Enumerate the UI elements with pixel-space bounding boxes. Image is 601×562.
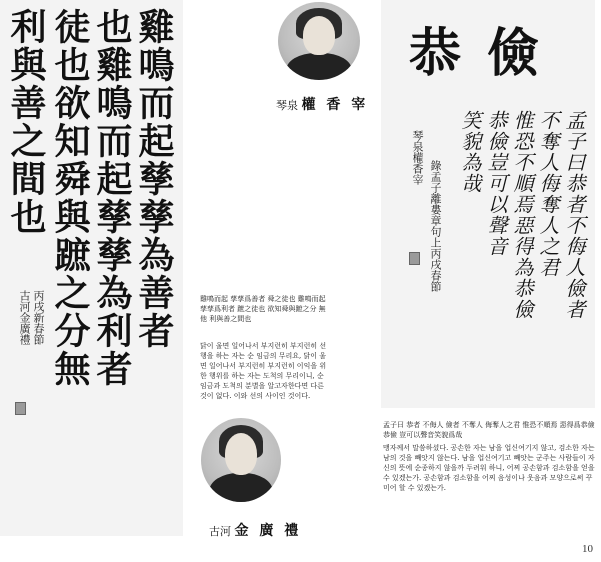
artwork-korean-translation: 맹자께서 말씀하셨다. 공손한 자는 남을 업신여기지 않고, 검소한 자는 남의 것을 빼앗지 않는다. 남을 업신여기고 빼앗는 군주는 사람들이 자신의 뜻에 순종하지 않을까 두려워 하니, 어찌 공손함과 검소함을 얻을 수 있겠는가. 공손함과 검소함을 어찌 음성이나 웃음과 모양으로써 꾸미어 할 수 있겠는가.: [383, 444, 595, 492]
artwork-title-characters: 恭儉: [409, 23, 566, 84]
cursive-column-5: 笑貌為哉: [458, 110, 482, 194]
cursive-column-2: 不奪人侮奪人之君: [536, 110, 560, 278]
cursive-column-3: 惟恐不順焉惡得為恭儉: [510, 110, 534, 320]
calligraphy-column-2: 也雞鳴而起孳孳為利者: [91, 8, 133, 388]
artist-name-caption: [276, 94, 368, 114]
artwork-hanja-text: 雞鳴而起 孳孳爲善者 舜之徒也 雞鳴而起 孳孳爲利者 蹠之徒也 欲知舜與蹠之分 無他 利與善之間也: [200, 295, 326, 323]
artwork-signature-date: 錄孟子離婁章句上丙戌春節: [429, 160, 442, 292]
artwork-signature-name: 琴泉權香宰: [411, 130, 424, 185]
cursive-column-1: 孟子曰恭者不侮人儉者: [562, 110, 586, 320]
artist-pen-name: 古河: [209, 525, 231, 538]
artwork-korean-translation: 닭이 울면 일어나서 부지런히 부지런히 선행을 하는 자는 순 임금의 무리요, 닭이 울면 일어나서 부지런히 부지런히 이익을 위한 행위를 하는 자는 도척의 무리이니, 순 임금과 도척의 분별을 알고자한다면 다른 것이 없다. 이와 선의 사이인 것이다.: [200, 342, 327, 400]
calligraphy-column-1: 雞鳴而起孳孳為善者: [133, 8, 175, 350]
artist-name: 金 廣 禮: [234, 523, 302, 539]
seal-stamp: [15, 402, 26, 415]
artwork-signature-date: 丙戌新春節: [32, 290, 45, 345]
right-calligraphy-artwork: [381, 0, 595, 408]
artwork-signature-name: 古河金廣禮: [18, 290, 31, 345]
artist-portrait-photo: [201, 418, 281, 502]
cursive-column-4: 恭儉豈可以聲音: [484, 110, 508, 257]
artist-portrait-photo: [278, 2, 360, 80]
page-number: 10: [582, 543, 593, 555]
artist-name-caption: [209, 520, 301, 540]
artist-name: 權 香 宰: [301, 97, 369, 113]
left-calligraphy-artwork: [0, 0, 183, 536]
seal-stamp: [409, 252, 420, 265]
artwork-hanja-text: 孟子曰 恭者 不侮人 儉者 不奪人 侮奪人之君 惟恐不順焉 惡得爲恭儉 恭儉 豈可以聲音笑貌爲哉: [383, 421, 595, 439]
calligraphy-column-3: 徒也欲知舜與蹠之分無: [49, 8, 91, 388]
calligraphy-column-4: 利與善之間也: [5, 8, 47, 236]
artist-pen-name: 琴泉: [276, 99, 298, 112]
